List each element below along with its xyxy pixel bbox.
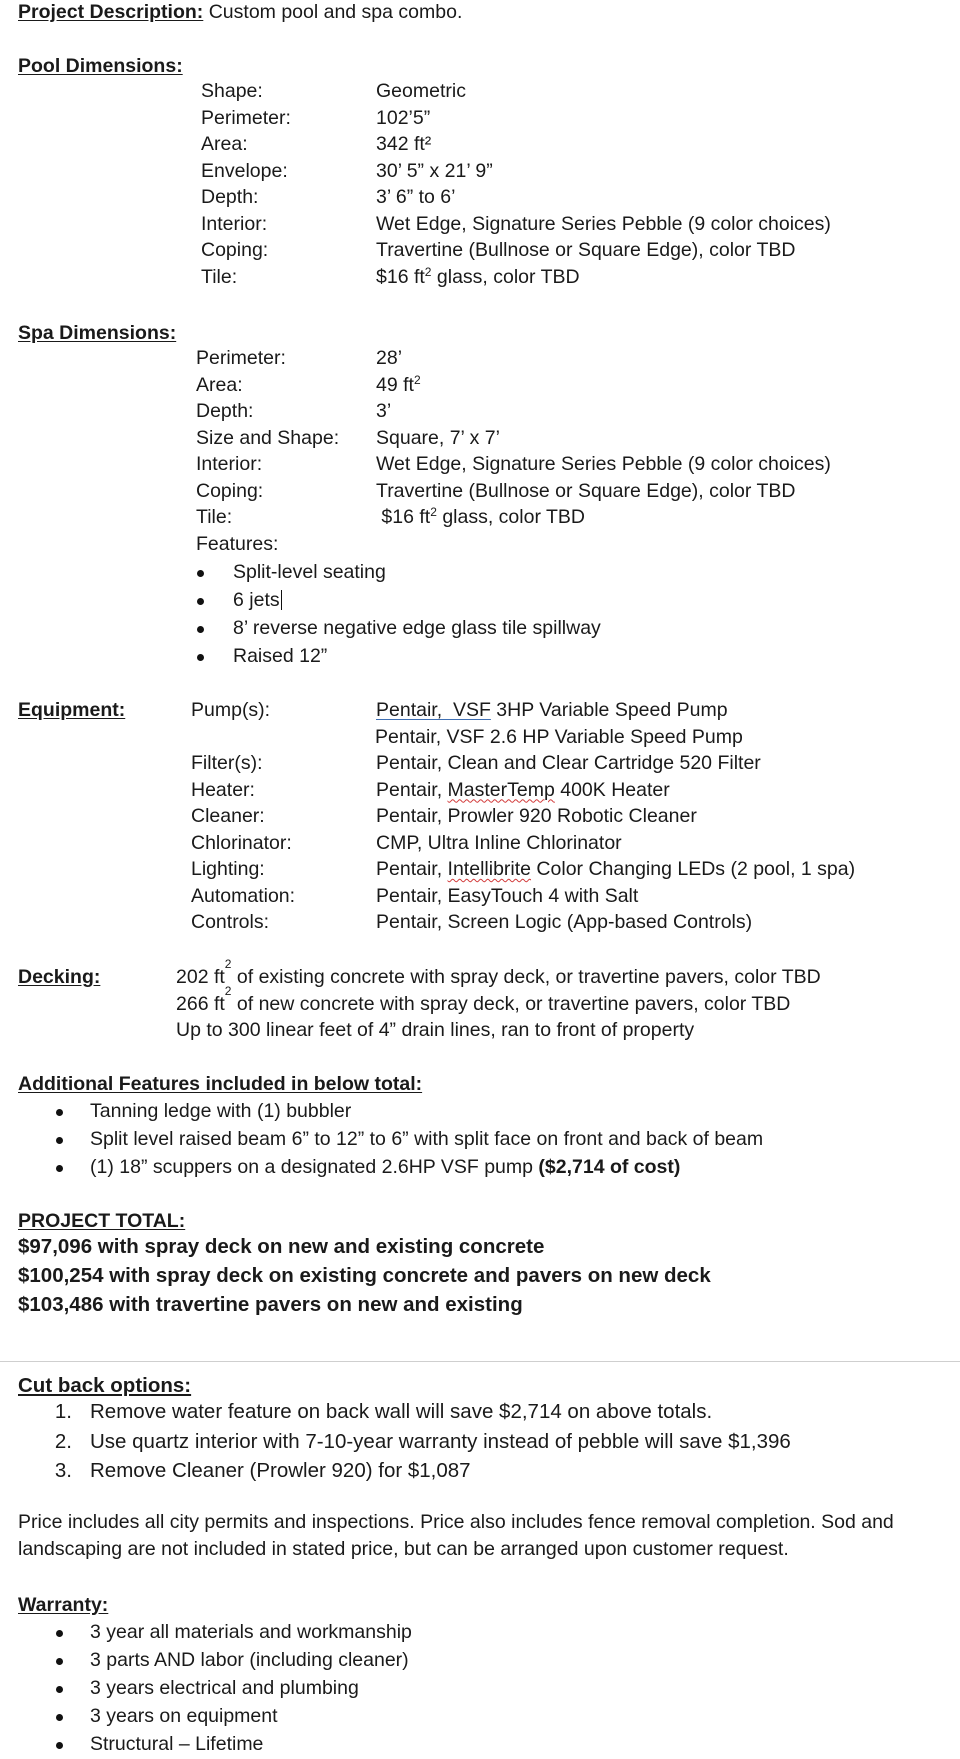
row-label: Perimeter: xyxy=(196,347,286,369)
list-number: 1. xyxy=(54,1400,72,1423)
project-total-heading: PROJECT TOTAL: xyxy=(18,1210,186,1232)
row-label: Depth: xyxy=(196,400,254,422)
row-value: Travertine (Bullnose or Square Edge), color TBD xyxy=(376,479,796,502)
decking-line xyxy=(176,1017,821,1044)
row-value xyxy=(376,777,670,804)
row-value: Pentair, VSF 2.6 HP Variable Speed Pump xyxy=(375,725,743,748)
table-row xyxy=(191,777,855,804)
list-item-text: 8’ reverse negative edge glass tile spillway xyxy=(233,617,601,639)
value-text: Intellibrite xyxy=(447,858,532,880)
value-text: 400K Heater xyxy=(554,778,670,801)
project-description-label: Project Description: xyxy=(18,1,204,23)
features-label: Features: xyxy=(196,532,279,555)
bullet-icon xyxy=(197,598,204,605)
row-label: Tile: xyxy=(196,506,233,528)
table-row xyxy=(201,105,831,132)
list-item-text: Raised 12” xyxy=(233,645,328,667)
list-item-text: 3 years electrical and plumbing xyxy=(90,1677,359,1699)
row-label: Envelope: xyxy=(201,159,288,182)
equipment-heading: Equipment: xyxy=(18,699,126,721)
row-label: Filter(s): xyxy=(191,752,263,774)
superscript: 2 xyxy=(430,505,437,519)
superscript: 2 xyxy=(224,983,232,998)
equipment-table xyxy=(191,697,855,936)
list-item-text: 3 year all materials and workmanship xyxy=(90,1621,412,1643)
project-description xyxy=(18,0,462,26)
bullet-icon xyxy=(197,626,204,633)
value-text: Pentair, xyxy=(376,858,448,880)
list-item xyxy=(18,1399,791,1429)
decking-lines xyxy=(176,957,821,1044)
row-value xyxy=(376,697,728,724)
row-value: Travertine (Bullnose or Square Edge), color TBD xyxy=(376,239,796,261)
row-label: Tile: xyxy=(201,265,238,288)
list-number: 2. xyxy=(54,1429,72,1453)
table-row xyxy=(196,451,831,478)
row-label: Interior: xyxy=(201,212,268,235)
list-item-text: Split-level seating xyxy=(233,561,386,583)
row-value: Geometric xyxy=(376,80,466,102)
price-note-paragraph: Price includes all city permits and inspections. Price also includes fence removal completion. Sod and landscaping are not included in stated price, but can be arranged upon customer request. xyxy=(18,1511,894,1560)
table-row xyxy=(196,478,831,505)
row-label: Coping: xyxy=(201,239,269,261)
row-label: Interior: xyxy=(196,453,263,475)
total-line: $97,096 with spray deck on new and existing concrete xyxy=(18,1235,545,1258)
bullet-icon xyxy=(56,1137,63,1144)
decking-line xyxy=(176,957,821,991)
table-row xyxy=(196,345,831,372)
table-row xyxy=(201,237,831,264)
table-row xyxy=(196,398,831,425)
value-text: glass, color TBD xyxy=(436,506,586,528)
additional-features-heading: Additional Features included in below total: xyxy=(18,1073,423,1095)
row-value: Pentair, Screen Logic (App-based Controls) xyxy=(376,911,753,933)
table-row xyxy=(191,883,855,910)
row-label: Lighting: xyxy=(191,858,265,880)
table-row xyxy=(201,211,831,238)
row-value: Wet Edge, Signature Series Pebble (9 color choices) xyxy=(376,453,831,475)
row-value: Wet Edge, Signature Series Pebble (9 color choices) xyxy=(376,212,831,235)
table-row xyxy=(201,184,831,211)
spa-dimensions-heading: Spa Dimensions: xyxy=(18,322,177,344)
row-value: Pentair, EasyTouch 4 with Salt xyxy=(376,884,639,907)
list-item-text: Split level raised beam 6” to 12” to 6” with split face on front and back of beam xyxy=(90,1128,764,1150)
value-text: of existing concrete with spray deck, or travertine pavers, color TBD xyxy=(231,966,821,988)
bullet-icon xyxy=(56,1109,63,1116)
value-text: MasterTemp xyxy=(447,778,555,801)
pool-dimensions-heading: Pool Dimensions: xyxy=(18,55,183,77)
pool-dimensions-table xyxy=(201,78,831,290)
bullet-icon xyxy=(56,1742,63,1749)
row-value xyxy=(376,264,580,291)
list-item-text xyxy=(90,1154,680,1181)
table-row xyxy=(191,856,855,883)
list-item-text: Use quartz interior with 7-10-year warranty instead of pebble will save $1,396 xyxy=(90,1429,791,1453)
row-label: Size and Shape: xyxy=(196,426,340,449)
value-text: Color Changing LEDs (2 pool, 1 spa) xyxy=(531,858,856,880)
list-item-text: Structural – Lifetime xyxy=(90,1733,264,1755)
value-text: 3HP Variable Speed Pump xyxy=(490,699,728,721)
row-value: Pentair, Clean and Clear Cartridge 520 Filter xyxy=(376,752,761,774)
table-row xyxy=(191,724,855,751)
row-label xyxy=(191,724,375,751)
superscript: 2 xyxy=(424,264,432,279)
table-row xyxy=(201,264,831,291)
table-row xyxy=(191,803,855,830)
row-label: Area: xyxy=(201,133,248,155)
list-number: 3. xyxy=(54,1459,72,1482)
value-text: of new concrete with spray deck, or travertine pavers, color TBD xyxy=(231,992,791,1015)
superscript: 2 xyxy=(224,957,232,971)
row-label: Chlorinator: xyxy=(191,831,292,854)
row-label: Heater: xyxy=(191,778,255,801)
list-item-text: Tanning ledge with (1) bubbler xyxy=(90,1100,352,1122)
value-text: 202 ft xyxy=(176,966,225,988)
total-line: $103,486 with travertine pavers on new and existing xyxy=(18,1293,523,1316)
table-row xyxy=(191,750,855,777)
value-text: Pentair, xyxy=(376,778,448,801)
bullet-icon xyxy=(56,1658,63,1665)
row-value: Square, 7’ x 7’ xyxy=(376,426,500,449)
spa-dimensions-table xyxy=(196,345,831,557)
text-cursor-icon xyxy=(281,590,283,610)
total-line: $100,254 with spray deck on existing concrete and pavers on new deck xyxy=(18,1264,711,1287)
superscript: 2 xyxy=(413,372,421,387)
row-label: Area: xyxy=(196,373,243,396)
list-item-text: Remove Cleaner (Prowler 920) for $1,087 xyxy=(90,1459,471,1482)
cutback-heading: Cut back options: xyxy=(18,1374,192,1397)
table-row xyxy=(196,372,831,399)
cost-note: ($2,714 of cost) xyxy=(538,1156,681,1178)
row-label: Depth: xyxy=(201,186,259,208)
project-total-lines xyxy=(18,1234,711,1321)
value-text: $16 ft xyxy=(376,506,431,528)
bullet-icon xyxy=(56,1686,63,1693)
table-row xyxy=(201,131,831,158)
bullet-icon xyxy=(56,1165,63,1172)
row-value: 30’ 5” x 21’ 9” xyxy=(376,159,493,182)
bullet-icon xyxy=(56,1630,63,1637)
row-value: 28’ xyxy=(376,347,403,369)
row-label: Cleaner: xyxy=(191,805,265,827)
row-label: Coping: xyxy=(196,479,264,502)
list-item xyxy=(18,1429,791,1459)
table-row xyxy=(191,830,855,857)
list-item-text-content: 6 jets xyxy=(233,589,280,611)
row-value: CMP, Ultra Inline Chlorinator xyxy=(376,831,622,854)
value-text: glass, color TBD xyxy=(431,265,580,288)
list-item-text xyxy=(233,587,282,614)
list-item xyxy=(18,1458,791,1488)
list-item-text: Remove water feature on back wall will save $2,714 on above totals. xyxy=(90,1400,713,1423)
bullet-icon xyxy=(56,1714,63,1721)
decking-line xyxy=(176,983,821,1018)
table-row xyxy=(191,909,855,936)
row-label: Controls: xyxy=(191,911,270,933)
table-row xyxy=(196,425,831,452)
row-value xyxy=(376,504,585,531)
row-value: 102’5” xyxy=(376,106,431,129)
value-text: Up to 300 linear feet of 4” drain lines, ran to front of property xyxy=(176,1019,695,1041)
row-label: Pump(s): xyxy=(191,699,271,721)
bullet-icon xyxy=(197,654,204,661)
page-divider xyxy=(0,1361,960,1362)
warranty-heading: Warranty: xyxy=(18,1594,109,1616)
row-label: Automation: xyxy=(191,884,296,907)
row-label: Perimeter: xyxy=(201,106,291,129)
table-row xyxy=(201,78,831,105)
decking-heading: Decking: xyxy=(18,966,101,988)
list-item-text: 3 years on equipment xyxy=(90,1705,278,1727)
list-item-text: 3 parts AND labor (including cleaner) xyxy=(90,1649,409,1671)
row-value: 342 ft² xyxy=(376,133,432,155)
row-value xyxy=(376,856,855,883)
row-label: Shape: xyxy=(201,80,263,102)
project-description-value: Custom pool and spa combo. xyxy=(208,1,463,23)
row-value: 3’ 6” to 6’ xyxy=(376,186,456,208)
table-row xyxy=(196,504,831,531)
table-row xyxy=(191,697,855,724)
table-row xyxy=(201,158,831,185)
row-value: Pentair, Prowler 920 Robotic Cleaner xyxy=(376,805,697,827)
bullet-icon xyxy=(197,570,204,577)
row-value xyxy=(376,372,421,399)
value-text: 266 ft xyxy=(176,992,225,1015)
value-text: $16 ft xyxy=(376,265,425,288)
cutback-options-list xyxy=(18,1399,791,1488)
value-text: Pentair, VSF xyxy=(376,699,491,721)
table-row xyxy=(196,531,831,558)
list-item-text-content: (1) 18” scuppers on a designated 2.6HP VSF pump xyxy=(90,1156,539,1178)
row-value: 3’ xyxy=(376,400,392,422)
value-text: 49 ft xyxy=(376,373,414,396)
